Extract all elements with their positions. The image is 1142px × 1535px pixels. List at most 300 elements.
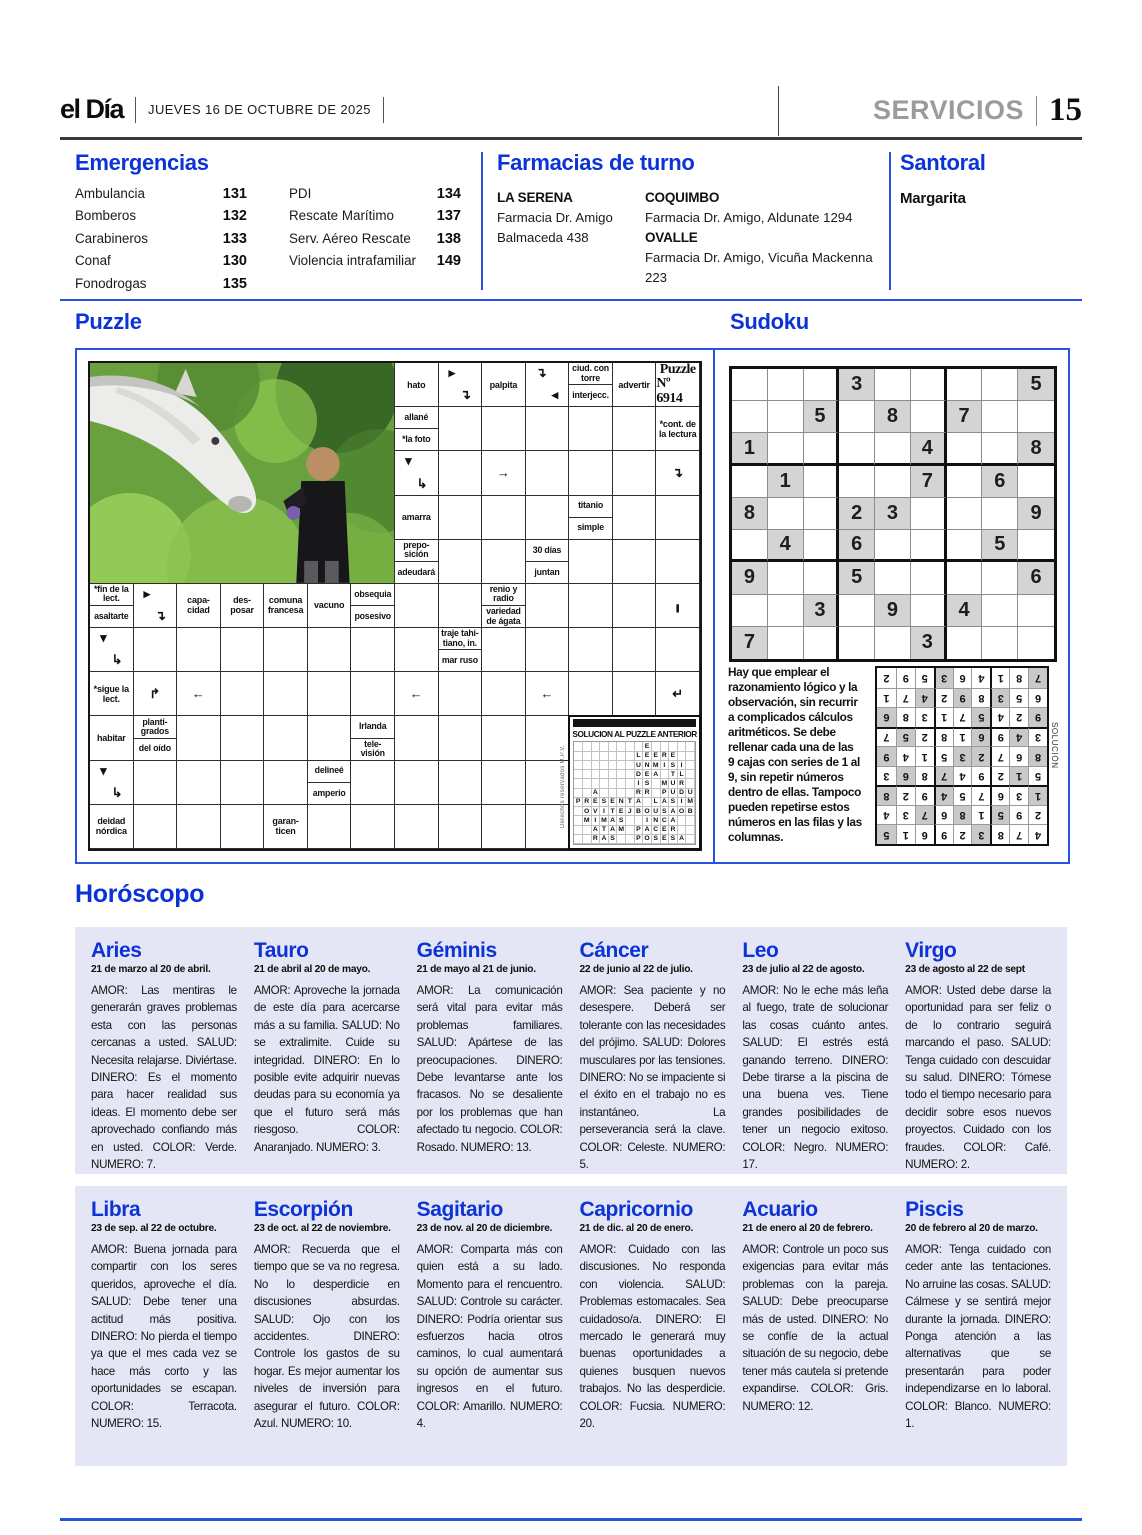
horoscope-sign-text: AMOR: Usted debe darse la oportunidad para ser feliz o de lo contrario seguirá marcando el paso. SALUD: Tenga cuidado con descuidar su salud. DINERO: Tómese todo el tiempo necesario para decidir sobre esos nuevos proyectos. Cuidado con los fraudes. COLOR: Café. NUMERO: 2. xyxy=(905,984,1051,1171)
edition-date: JUEVES 16 DE OCTUBRE DE 2025 xyxy=(148,102,371,117)
emergency-row xyxy=(75,186,247,208)
horoscope-card-cáncer xyxy=(579,940,725,1173)
crossword-arrow-icon xyxy=(439,363,483,407)
crossword-clue-split xyxy=(439,628,483,672)
horoscope-card-sagitario xyxy=(417,1199,563,1456)
sudoku-cell xyxy=(947,498,983,530)
sudoku-cell xyxy=(875,530,911,562)
horoscope-sign-name: Piscis xyxy=(905,1198,964,1221)
crossword-arrow-icon: ↱ xyxy=(134,672,178,716)
pharmacy-line: Farmacia Dr. Amigo xyxy=(497,210,613,225)
divider xyxy=(135,97,136,123)
masthead xyxy=(60,94,384,125)
solution-letter: U xyxy=(669,779,678,788)
crossword-empty-cell xyxy=(221,672,265,716)
clue-bottom: amperio xyxy=(312,787,346,798)
sudoku-cell xyxy=(804,433,840,465)
emergency-number: 130 xyxy=(222,253,247,270)
clue-top: Irlanda xyxy=(351,716,394,738)
sudoku-cell xyxy=(732,530,768,562)
crossword-clue: palpita xyxy=(482,363,526,407)
horoscope-sign-text: AMOR: Tenga cuidado con ceder ante las tentaciones. No arruine las cosas. SALUD: Cálmese y se sentirá mejor durante la jornada. DINERO: Ponga atención a las alternativas que se presentarán para poder independizarse en lo laboral. COLOR: Blanco. NUMERO: 1. xyxy=(905,1243,1051,1430)
solution-letter xyxy=(592,742,601,751)
solution-letter: R xyxy=(678,779,687,788)
horoscope-sign-dates: 23 de sep. al 22 de octubre. xyxy=(91,1223,217,1235)
sudoku-cell: 5 xyxy=(953,785,972,805)
crossword-arrow-icon xyxy=(90,761,134,805)
horoscope-sign-dates: 21 de marzo al 20 de abril. xyxy=(91,964,211,976)
clue-bottom: adeudará xyxy=(397,566,436,577)
solution-letter: R xyxy=(661,752,670,761)
clue-bottom: del oído xyxy=(138,743,171,754)
solution-letter: O xyxy=(678,807,687,816)
solution-letter xyxy=(583,835,592,844)
crossword-empty-cell xyxy=(569,584,613,628)
crossword-clue: *sigue la lect. xyxy=(90,672,134,716)
horoscope-sign-dates: 20 de febrero al 20 de marzo. xyxy=(905,1223,1038,1235)
horoscope-sign-text: AMOR: Las mentiras le generarán graves problemas esta con las personas cercanas a usted. SALUD: Necesita relajarse. Diviértase. DINERO: Es el momento para hacer realidad sus ideas. El momento debe ser aprovechado confiando más en usted. COLOR: Verde. NUMERO: 7. xyxy=(91,984,237,1171)
emergency-number: 133 xyxy=(222,230,247,247)
sudoku-cell xyxy=(982,369,1018,401)
sudoku-cell xyxy=(1018,627,1054,659)
solution-letter xyxy=(583,789,592,798)
crossword-empty-cell xyxy=(482,496,526,540)
sudoku-cell: 9 xyxy=(971,766,990,786)
sudoku-cell: 7 xyxy=(953,707,972,727)
solution-letter xyxy=(686,835,695,844)
solution-letter xyxy=(626,779,635,788)
sudoku-cell: 5 xyxy=(804,401,840,433)
sudoku-cell xyxy=(982,401,1018,433)
solution-letter xyxy=(626,816,635,825)
santoral-section xyxy=(900,150,1080,207)
horoscope-sign-name: Cáncer xyxy=(579,939,649,962)
horoscope-sign-text: AMOR: La comunicación será vital para evitar más problemas familiares. SALUD: Apártese de las preocupaciones. DINERO: Debe levantarse ante los fracasos. No se desaliente por los problemas que han afectado tu negocio. COLOR: Rosado. NUMERO: 13. xyxy=(416,984,563,1154)
sudoku-title: Sudoku xyxy=(730,309,809,334)
solution-letter: T xyxy=(600,826,609,835)
solution-letter xyxy=(617,835,626,844)
crossword-empty-cell xyxy=(177,805,221,849)
solution-letter: E xyxy=(669,752,678,761)
sudoku-cell: 1 xyxy=(971,805,990,825)
crossword-clue-split xyxy=(308,761,352,805)
solution-letter: D xyxy=(678,789,687,798)
column-divider xyxy=(889,152,891,290)
pharmacy-line: 223 xyxy=(645,270,668,285)
arrow-glyph: ▾ xyxy=(100,630,107,646)
horoscope-sign-name: Leo xyxy=(742,939,779,962)
solution-letter xyxy=(686,742,695,751)
sudoku-cell: 5 xyxy=(934,746,953,766)
solution-letter xyxy=(600,789,609,798)
solution-letter: E xyxy=(617,807,626,816)
arrow-glyph: ↴ xyxy=(460,387,472,403)
horoscope-sign-name: Géminis xyxy=(416,939,497,962)
solution-letter xyxy=(583,752,592,761)
horoscope-card-acuario xyxy=(742,1199,888,1456)
crossword-arrow-icon: ← xyxy=(395,672,439,716)
emergency-number: 149 xyxy=(436,253,461,270)
farmacias-title: Farmacias de turno xyxy=(497,150,695,175)
solution-letter xyxy=(626,826,635,835)
solution-letter xyxy=(583,826,592,835)
sudoku-cell: 4 xyxy=(990,707,1009,727)
crossword-empty-cell xyxy=(308,628,352,672)
sudoku-grid xyxy=(729,366,1057,662)
sudoku-cell: 2 xyxy=(915,727,934,747)
solution-letter xyxy=(583,761,592,770)
crossword-empty-cell xyxy=(656,628,700,672)
solution-letter: I xyxy=(678,761,687,770)
sudoku-cell xyxy=(804,369,840,401)
crossword-clue: vacuno xyxy=(308,584,352,628)
solution-letter: R xyxy=(669,826,678,835)
clue-top: traje tahi- tiano, in. xyxy=(439,628,482,650)
sudoku-cell: 1 xyxy=(990,668,1009,688)
sudoku-cell xyxy=(732,401,768,433)
solution-letter: L xyxy=(635,752,644,761)
crossword-empty-cell xyxy=(134,805,178,849)
crossword-empty-cell xyxy=(351,628,395,672)
solution-letter xyxy=(617,789,626,798)
solution-letter: R xyxy=(592,835,601,844)
crossword-clue: *cont. de la lectura xyxy=(656,407,700,451)
sudoku-cell: 1 xyxy=(1028,785,1047,805)
sudoku-cell: 1 xyxy=(896,824,915,844)
sudoku-cell: 3 xyxy=(911,627,947,659)
sudoku-cell xyxy=(732,595,768,627)
arrow-glyph: ▾ xyxy=(100,762,107,778)
column-divider xyxy=(481,152,483,290)
crossword-empty-cell xyxy=(134,628,178,672)
sudoku-cell: 9 xyxy=(990,727,1009,747)
horoscope-sign-name: Libra xyxy=(91,1198,141,1221)
clue-top: planti- grados xyxy=(134,716,177,738)
crossword-empty-cell xyxy=(395,761,439,805)
solution-letter xyxy=(583,770,592,779)
clue-top: titanio xyxy=(569,496,612,518)
solution-letter: E xyxy=(652,752,661,761)
solution-letter xyxy=(574,789,583,798)
solution-letter: P xyxy=(661,789,670,798)
crossword-empty-cell xyxy=(526,407,570,451)
sudoku-cell xyxy=(839,401,875,433)
sudoku-cell: 3 xyxy=(1028,727,1047,747)
solution-letter: A xyxy=(635,798,644,807)
sudoku-cell: 8 xyxy=(732,498,768,530)
sudoku-cell xyxy=(982,433,1018,465)
solution-letter: A xyxy=(609,816,618,825)
crossword-arrow-icon xyxy=(526,363,570,407)
farmacias-section xyxy=(497,150,883,288)
emergency-row xyxy=(289,253,461,275)
sudoku-cell: 2 xyxy=(839,498,875,530)
sudoku-cell: 6 xyxy=(934,805,953,825)
sudoku-cell: 1 xyxy=(915,746,934,766)
sudoku-cell: 2 xyxy=(953,824,972,844)
solution-letter: R xyxy=(583,798,592,807)
solution-letter xyxy=(661,770,670,779)
crossword-clue: deidad nórdica xyxy=(90,805,134,849)
solution-box-title: SOLUCION AL PUZZLE ANTERIOR xyxy=(572,729,697,740)
sudoku-cell: 5 xyxy=(990,805,1009,825)
emergency-row xyxy=(289,186,461,208)
arrow-glyph: ↴ xyxy=(535,365,547,380)
solution-letter: R xyxy=(643,789,652,798)
arrow-glyph: ↴ xyxy=(155,608,167,624)
solution-letter xyxy=(592,779,601,788)
solution-letter: A xyxy=(669,816,678,825)
sudoku-cell: 9 xyxy=(915,785,934,805)
clue-top: delineé xyxy=(308,761,351,783)
sudoku-cell: 4 xyxy=(911,433,947,465)
sudoku-cell: 3 xyxy=(934,668,953,688)
solution-letter: T xyxy=(609,807,618,816)
horoscope-sign-dates: 21 de mayo al 21 de junio. xyxy=(416,964,536,976)
puzzle-credit: Derechos reservados M.P.V. xyxy=(560,745,567,829)
horoscope-card-leo xyxy=(742,940,888,1173)
sudoku-cell: 6 xyxy=(1009,746,1028,766)
solution-letter: M xyxy=(618,826,625,834)
solution-letter: S xyxy=(643,779,652,788)
sudoku-cell: 2 xyxy=(934,688,953,708)
sudoku-cell xyxy=(947,627,983,659)
bottom-rule xyxy=(60,1518,1082,1521)
clue-bottom: interjecc. xyxy=(572,389,609,400)
sudoku-cell xyxy=(875,369,911,401)
solution-letter xyxy=(617,779,626,788)
crossword-empty-cell xyxy=(613,672,657,716)
sudoku-cell xyxy=(947,369,983,401)
clue-top: *fin de la lect. xyxy=(90,584,133,606)
sudoku-cell xyxy=(804,562,840,594)
horoscope-card-libra xyxy=(91,1199,237,1456)
sudoku-cell xyxy=(732,466,768,498)
emergency-label: Ambulancia xyxy=(75,186,145,201)
emergency-label: PDI xyxy=(289,186,312,201)
horoscope-card-piscis xyxy=(905,1199,1051,1456)
sudoku-solution-label: SOLUCIÓN xyxy=(1050,722,1059,769)
sudoku-cell: 3 xyxy=(877,766,896,786)
sudoku-cell: 8 xyxy=(953,805,972,825)
solution-letter xyxy=(617,742,626,751)
crossword-empty-cell xyxy=(439,672,483,716)
sudoku-cell: 4 xyxy=(1028,824,1047,844)
emergency-label: Fonodrogas xyxy=(75,275,147,291)
solution-letter: P xyxy=(635,826,644,835)
arrow-glyph: ↳ xyxy=(111,784,123,800)
sudoku-cell xyxy=(768,595,804,627)
crossword-empty-cell xyxy=(439,451,483,495)
solution-letter: S xyxy=(669,835,678,844)
crossword-empty-cell xyxy=(351,672,395,716)
sudoku-cell: 9 xyxy=(875,595,911,627)
emergency-row xyxy=(289,231,461,253)
sudoku-cell: 7 xyxy=(896,688,915,708)
santoral-name: Margarita xyxy=(900,190,966,207)
horoscope-card-tauro xyxy=(254,940,400,1173)
sudoku-cell: 6 xyxy=(971,727,990,747)
sudoku-cell xyxy=(768,433,804,465)
clue-top: renio y radio xyxy=(482,584,525,606)
crossword-clue-split xyxy=(395,407,439,451)
crossword-clue-split xyxy=(526,540,570,584)
sudoku-cell: 4 xyxy=(896,746,915,766)
puzzle-solution-box xyxy=(560,715,701,850)
solution-letter: N xyxy=(652,816,661,825)
solution-letter: J xyxy=(626,807,635,816)
emergencias-column-2 xyxy=(289,186,461,298)
horoscope-sign-name: Capricornio xyxy=(579,1198,693,1221)
sudoku-cell: 3 xyxy=(804,595,840,627)
sudoku-cell: 3 xyxy=(839,369,875,401)
crossword-empty-cell xyxy=(482,672,526,716)
crossword-empty-cell xyxy=(613,451,657,495)
solution-letter: M xyxy=(687,798,694,806)
crossword-clue: capa- cidad xyxy=(177,584,221,628)
sudoku-cell: 8 xyxy=(1018,433,1054,465)
solution-box-bar xyxy=(573,719,696,727)
arrow-glyph: ◂ xyxy=(551,387,559,403)
sudoku-cell: 5 xyxy=(1018,369,1054,401)
emergency-label: Bomberos xyxy=(75,208,137,224)
solution-letter: O xyxy=(643,835,652,844)
solution-letter: E xyxy=(661,826,670,835)
solution-letter: E xyxy=(592,798,601,807)
crossword-empty-cell xyxy=(569,672,613,716)
crossword-empty-cell xyxy=(395,584,439,628)
horoscope-sign-name: Acuario xyxy=(742,1198,818,1221)
solution-letter: A xyxy=(661,798,670,807)
sudoku-cell: 3 xyxy=(875,498,911,530)
crossword-empty-cell xyxy=(482,716,526,760)
sudoku-cell xyxy=(911,369,947,401)
solution-letter: S xyxy=(661,807,670,816)
solution-letter xyxy=(609,789,618,798)
solution-letter xyxy=(686,826,695,835)
crossword-empty-cell xyxy=(526,496,570,540)
crossword-empty-cell xyxy=(482,805,526,849)
crossword-empty-cell xyxy=(308,716,352,760)
sudoku-cell: 7 xyxy=(915,805,934,825)
sudoku-cell xyxy=(1018,466,1054,498)
sudoku-cell: 9 xyxy=(732,562,768,594)
sudoku-cell: 9 xyxy=(934,824,953,844)
sudoku-instructions: Hay que emplear el razonamiento lógico y la observación, sin recurrir a complicados cálculos aritméticos. Se debe rellenar cada una de las 9 cajas con series de 1 al 9, sin repetir números dentro de ellas. Tampoco pueden repetirse estos números en las filas y las columnas. xyxy=(728,665,862,844)
crossword-clue: garan- ticen xyxy=(264,805,308,849)
horoscope-sign-name: Sagitario xyxy=(416,1198,503,1221)
sudoku-cell: 5 xyxy=(971,707,990,727)
solution-letter xyxy=(592,761,601,770)
solution-letter: E xyxy=(609,798,618,807)
emergency-number: 135 xyxy=(222,275,247,292)
crossword-empty-cell xyxy=(526,628,570,672)
crossword-empty-cell xyxy=(134,761,178,805)
crossword-empty-cell xyxy=(526,584,570,628)
crossword-empty-cell xyxy=(569,628,613,672)
sudoku-cell: 3 xyxy=(915,707,934,727)
solution-letter: O xyxy=(643,807,652,816)
sudoku-cell xyxy=(732,369,768,401)
sudoku-cell xyxy=(839,595,875,627)
sudoku-cell: 4 xyxy=(934,785,953,805)
emergency-row xyxy=(75,231,247,253)
horoscope-sign-dates: 23 de oct. al 22 de noviembre. xyxy=(253,1223,391,1235)
horoscope-card-capricornio xyxy=(579,1199,725,1456)
crossword-empty-cell xyxy=(482,407,526,451)
solution-letters-grid xyxy=(573,741,696,845)
sudoku-cell: 2 xyxy=(990,766,1009,786)
horoscope-sign-name: Aries xyxy=(91,939,142,962)
crossword-arrow-icon: ← xyxy=(177,672,221,716)
crossword-arrow-icon: → xyxy=(482,451,526,495)
crossword-empty-cell xyxy=(264,761,308,805)
solution-letter xyxy=(609,761,618,770)
sudoku-cell: 8 xyxy=(990,824,1009,844)
crossword-clue-split xyxy=(569,496,613,540)
sudoku-cell: 8 xyxy=(934,727,953,747)
solution-letter: M xyxy=(601,816,607,824)
solution-letter: E xyxy=(643,752,652,761)
crossword-empty-cell xyxy=(439,805,483,849)
clue-bottom: tele- visión xyxy=(360,738,385,759)
horoscope-card-géminis xyxy=(417,940,563,1173)
crossword-empty-cell xyxy=(395,805,439,849)
sudoku-cell: 5 xyxy=(877,824,896,844)
horoscope-sign-name: Virgo xyxy=(905,939,957,962)
crossword-empty-cell xyxy=(395,716,439,760)
crossword-empty-cell xyxy=(351,761,395,805)
sudoku-cell: 8 xyxy=(896,707,915,727)
crossword-clue: amarra xyxy=(395,496,439,540)
sudoku-cell xyxy=(947,530,983,562)
sudoku-cell: 2 xyxy=(1028,805,1047,825)
solution-letter: A xyxy=(609,826,618,835)
solution-letter: A xyxy=(592,826,601,835)
horoscope-sign-text: AMOR: Buena jornada para compartir con los seres queridos, aproveche el día. SALUD: Debe tener una actitud más positiva. DINERO: No pierda el tiempo ya que el mes cada vez se hace más corto y las oportunidades se escapan. COLOR: Terracota. NUMERO: 15. xyxy=(91,1243,237,1430)
solution-letter: I xyxy=(678,798,687,807)
sudoku-cell: 8 xyxy=(971,688,990,708)
solution-letter: A xyxy=(600,835,609,844)
crossword-empty-cell xyxy=(177,716,221,760)
horoscope-sign-text: AMOR: Cuidado con las discusiones. No responda con violencia. SALUD: Problemas estomacales. Sea cuidadoso/a. DINERO: El mercado le generará muy buenas oportunidades a quienes busquen nuevos trabajos. No las desperdicie. COLOR: Fucsia. NUMERO: 20. xyxy=(579,1243,726,1430)
solution-letter xyxy=(609,770,618,779)
crossword-empty-cell xyxy=(439,540,483,584)
horoscope-card-escorpión xyxy=(254,1199,400,1456)
solution-letter: E xyxy=(661,835,670,844)
solution-letter: A xyxy=(643,826,652,835)
solution-letter: M xyxy=(661,779,668,787)
crossword-arrow-icon xyxy=(90,628,134,672)
solution-letter: O xyxy=(583,807,592,816)
crossword-clue: hato xyxy=(395,363,439,407)
clue-top: ciud. con torre xyxy=(569,363,612,385)
solution-letter: A xyxy=(592,789,601,798)
solution-letter xyxy=(609,752,618,761)
clue-top: prepo- sición xyxy=(395,540,438,562)
crossword-empty-cell xyxy=(569,407,613,451)
sudoku-cell: 7 xyxy=(911,466,947,498)
pharmacy-city: COQUIMBO xyxy=(645,190,720,205)
solution-letter xyxy=(600,779,609,788)
solution-letter: E xyxy=(643,770,652,779)
crossword-empty-cell xyxy=(221,628,265,672)
solution-letter: A xyxy=(669,807,678,816)
sudoku-cell xyxy=(804,627,840,659)
sudoku-cell xyxy=(839,627,875,659)
sudoku-cell: 1 xyxy=(732,433,768,465)
horoscope-sign-dates: 23 de julio al 22 de agosto. xyxy=(742,964,865,976)
